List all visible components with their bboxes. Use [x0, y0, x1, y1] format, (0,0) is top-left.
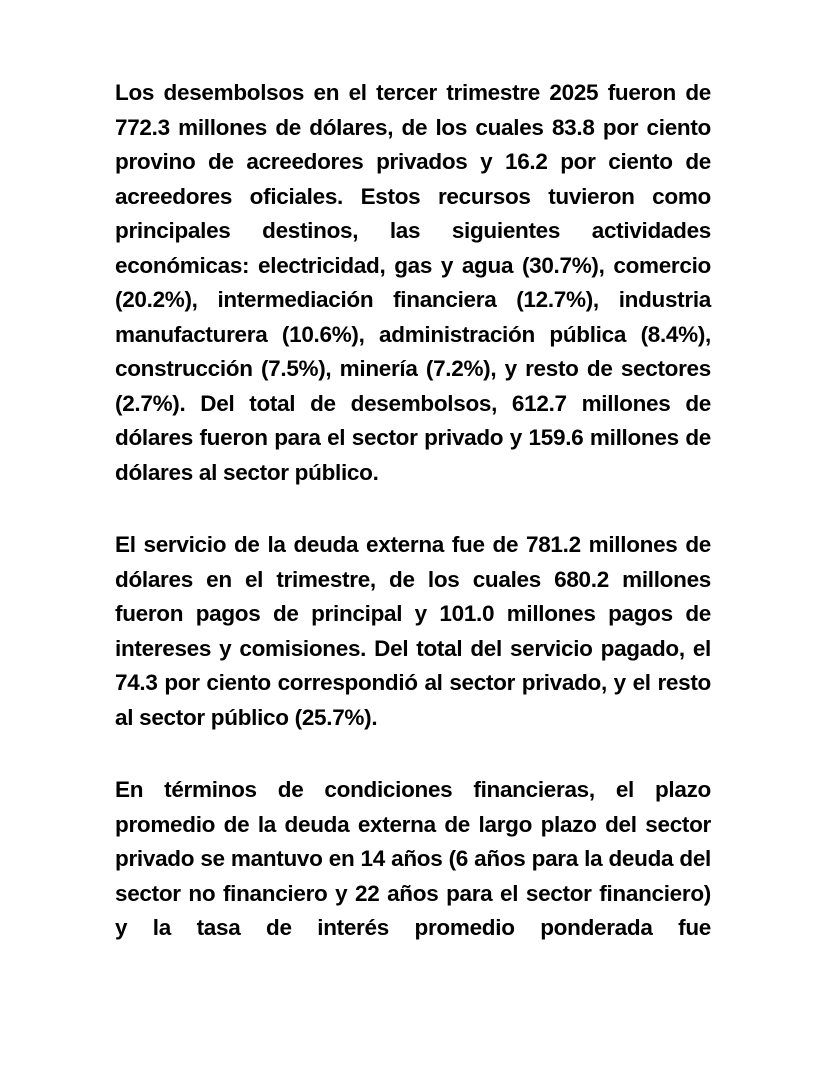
document-text-block: [115, 76, 711, 984]
paragraph: El servicio de la deuda externa fue de 781.2 millones de dólares en el trimestre, de los cuales 680.2 millones fueron pagos de principal y 101.0 millones pagos de intereses y comisiones. Del total del servicio pagado, el 74.3 por ciento correspondió al sector privado, y el resto al sector público (25.7%).: [115, 532, 711, 730]
paragraph: En términos de condiciones financieras, el plazo promedio de la deuda externa de largo plazo del sector privado se mantuvo en 14 años (6 años para la deuda del sector no financiero y 22 años para el sector financiero) y la tasa de interés promedio ponderada fue: [115, 777, 711, 940]
paragraph: Los desembolsos en el tercer trimestre 2025 fueron de 772.3 millones de dólares, de los cuales 83.8 por ciento provino de acreedores privados y 16.2 por ciento de acreedores oficiales. Estos recursos tuvieron como principales destinos, las siguientes actividades económicas: electricidad, gas y agua (30.7%), comercio (20.2%), intermediación financiera (12.7%), industria manufacturera (10.6%), administración pública (8.4%), construcción (7.5%), minería (7.2%), y resto de sectores (2.7%). Del total de desembolsos, 612.7 millones de dólares fueron para el sector privado y 159.6 millones de dólares al sector público.: [115, 80, 711, 485]
